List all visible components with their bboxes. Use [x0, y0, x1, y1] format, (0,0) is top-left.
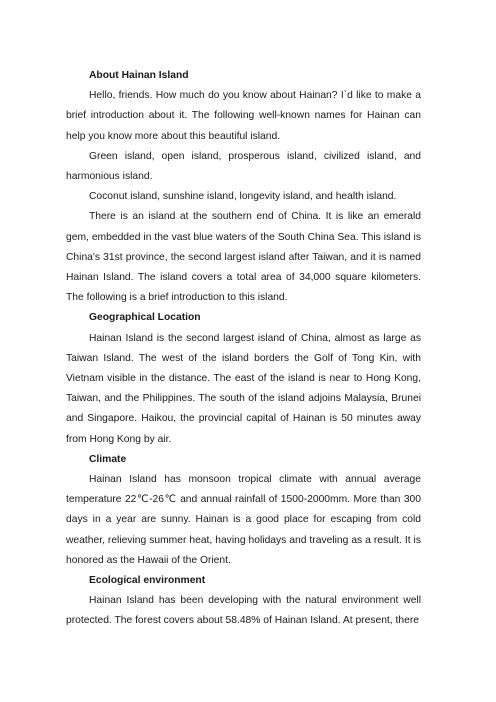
intro-paragraph: Green island, open island, prosperous island, civilized island, and harmonious island. [66, 150, 421, 183]
document-page [66, 66, 421, 632]
section-heading-climate: Climate [89, 453, 127, 465]
section-heading-ecology: Ecological environment [89, 575, 206, 587]
section-heading-geography: Geographical Location [89, 312, 201, 324]
intro-paragraph: Coconut island, sunshine island, longevity island, and health island. [89, 191, 397, 203]
intro-paragraph: Hello, friends. How much do you know about Hainan? I`d like to make a brief introduction about it. The following well-known names for Hainan can help you know more about this beautiful island. [66, 90, 421, 142]
intro-paragraph: There is an island at the southern end of China. It is like an emerald gem, embedded in the vast blue waters of the South China Sea. This island is China's 31st province, the second largest island after Taiwan, and it is named Hainan Island. The island covers a total area of 34,000 square kilometers. The following is a brief introduction to this island. [66, 211, 421, 304]
section-body-geography: Hainan Island is the second largest island of China, almost as large as Taiwan Island. The west of the island borders the Golf of Tong Kin, with Vietnam visible in the distance. The east of the island is near to Hong Kong, Taiwan, and the Philippines. The south of the island adjoins Malaysia, Brunei and Singapore. Haikou, the provincial capital of Hainan is 50 minutes away from Hong Kong by air. [66, 332, 421, 445]
section-body-climate: Hainan Island has monsoon tropical climate with annual average temperature 22℃-26℃ and annual rainfall of 1500-2000mm. More than 300 days in a year are sunny. Hainan is a good place for escaping from cold weather, relieving summer heat, having holidays and traveling as a result. It is honored as the Hawaii of the Orient. [66, 474, 421, 566]
section-body-ecology: Hainan Island has been developing with the natural environment well protected. The forest covers about 58.48% of Hainan Island. At present, there [66, 595, 421, 627]
document-title: About Hainan Island [89, 70, 189, 81]
